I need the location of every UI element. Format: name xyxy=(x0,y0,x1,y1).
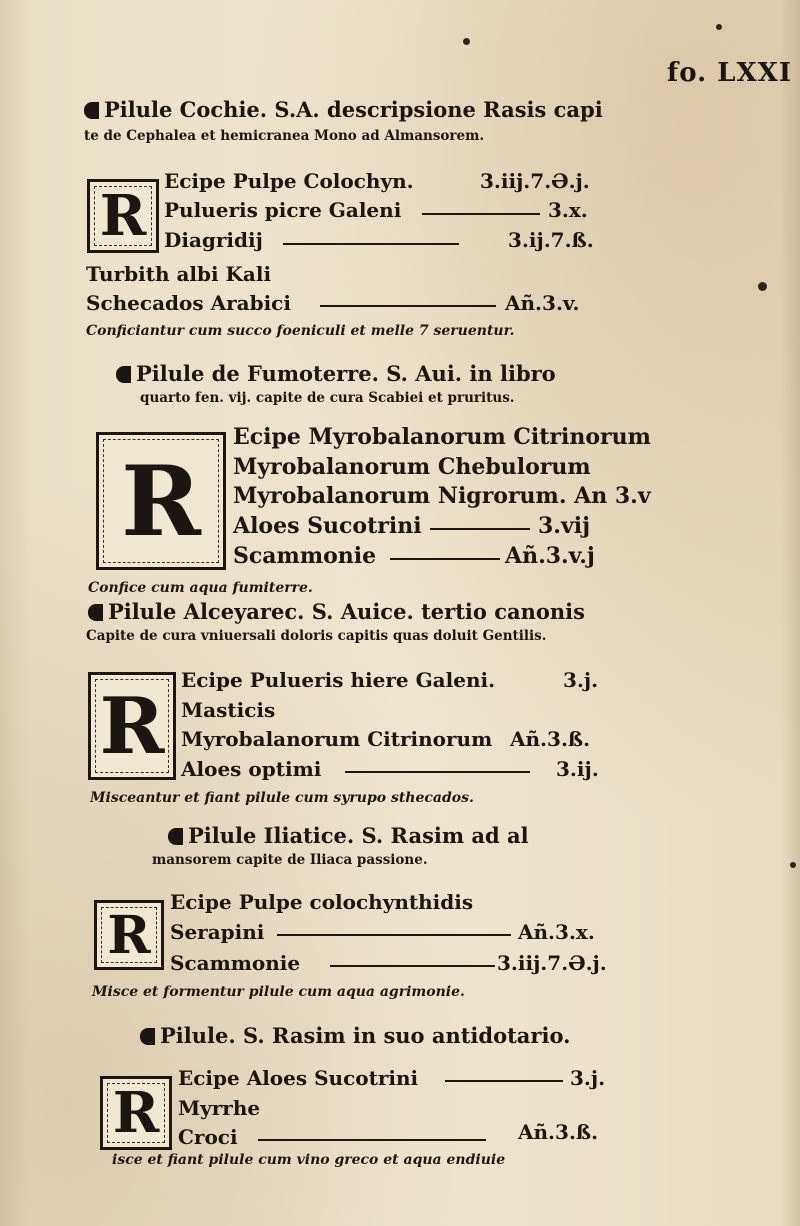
decorated-initial: R xyxy=(100,1076,172,1150)
recipe-note: Misceantur et fiant pilule cum syrupo sthecados. xyxy=(90,790,474,806)
recipe-quantity: 3.iij.7.Ə.j. xyxy=(497,951,607,975)
section-heading: Pilule Iliatice. S. Rasim ad al xyxy=(168,824,529,848)
recipe-quantity: 3.ij. xyxy=(556,757,599,781)
section-heading: Pilule Cochie. S.A. descripsione Rasis capi xyxy=(84,98,603,122)
recipe-note: Conficiantur cum succo foeniculi et melle 7 seruentur. xyxy=(86,323,515,339)
pilcrow-icon xyxy=(88,604,103,621)
section-subheading: mansorem capite de Iliaca passione. xyxy=(152,852,428,868)
recipe-line: Ecipe Pulpe colochynthidis xyxy=(170,890,474,914)
recipe-line: Aloes optimi xyxy=(181,757,322,781)
recipe-line: Myrobalanorum Chebulorum xyxy=(233,454,591,480)
recipe-line: Scammonie xyxy=(233,543,377,569)
section-heading: Pilule Alceyarec. S. Auice. tertio canonis xyxy=(88,600,585,624)
recipe-line: Croci xyxy=(178,1125,238,1149)
recipe-line: Myrrhe xyxy=(178,1096,261,1120)
leader-dash xyxy=(345,771,530,773)
recipe-line: Masticis xyxy=(181,698,276,722)
recipe-line: Ecipe Myrobalanorum Citrinorum xyxy=(233,424,651,450)
leader-dash xyxy=(422,213,540,215)
recipe-line: Pulueris picre Galeni xyxy=(164,198,402,222)
section-heading: Pilule. S. Rasim in suo antidotario. xyxy=(140,1024,570,1048)
recipe-line: Ecipe Pulpe Colochyn. xyxy=(164,169,414,193)
ink-spot xyxy=(716,24,722,30)
recipe-line: Ecipe Aloes Sucotrini xyxy=(178,1066,419,1090)
section-subheading: quarto fen. vij. capite de cura Scabiei et pruritus. xyxy=(140,390,515,406)
folio-number: fo. LXXI xyxy=(667,58,792,88)
recipe-note: Confice cum aqua fumiterre. xyxy=(88,580,313,596)
recipe-quantity: 3.j. xyxy=(563,668,599,692)
leader-dash xyxy=(445,1080,563,1082)
decorated-initial: R xyxy=(87,179,159,253)
recipe-quantity: 3.ij.7.ß. xyxy=(508,228,594,252)
leader-dash xyxy=(277,934,511,936)
recipe-quantity: Añ.3.x. xyxy=(518,920,595,944)
recipe-quantity: Añ.3.v. xyxy=(505,291,580,315)
recipe-line: Aloes Sucotrini xyxy=(233,513,422,539)
pilcrow-icon xyxy=(168,828,183,845)
recipe-line: Turbith albi Kali xyxy=(86,262,272,286)
ink-spot xyxy=(790,862,796,868)
recipe-line: Scammonie xyxy=(170,951,301,975)
recipe-note: Misce et formentur pilule cum aqua agrimonie. xyxy=(92,984,465,1000)
recipe-quantity: Añ.3.ß. xyxy=(518,1120,599,1144)
pilcrow-icon xyxy=(116,366,131,383)
leader-dash xyxy=(283,243,459,245)
recipe-line: Schecados Arabici xyxy=(86,291,291,315)
ink-spot xyxy=(758,282,767,291)
recipe-quantity: 3.iij.7.Ə.j. xyxy=(480,169,590,193)
recipe-quantity: 3.vij xyxy=(538,513,591,539)
leader-dash xyxy=(430,528,530,530)
leader-dash xyxy=(320,305,496,307)
pilcrow-icon xyxy=(84,102,99,119)
recipe-quantity: 3.x. xyxy=(548,198,588,222)
recipe-line: Serapini xyxy=(170,920,265,944)
recipe-quantity: Añ.3.v.j xyxy=(505,543,595,569)
ink-spot xyxy=(463,38,470,45)
leader-dash xyxy=(390,558,500,560)
decorated-initial: R xyxy=(88,672,176,780)
recipe-quantity: 3.j. xyxy=(570,1066,606,1090)
pilcrow-icon xyxy=(140,1028,155,1045)
leader-dash xyxy=(258,1139,486,1141)
recipe-line: Myrobalanorum Citrinorum xyxy=(181,727,493,751)
recipe-line: Ecipe Pulueris hiere Galeni. xyxy=(181,668,496,692)
leader-dash xyxy=(330,965,495,967)
recipe-note: isce et fiant pilule cum vino greco et aqua endiuie xyxy=(112,1152,506,1168)
section-heading: Pilule de Fumoterre. S. Aui. in libro xyxy=(116,362,556,386)
recipe-line: Myrobalanorum Nigrorum. An 3.v xyxy=(233,483,651,509)
decorated-initial: R xyxy=(94,900,164,970)
section-subheading: te de Cephalea et hemicranea Mono ad Almansorem. xyxy=(84,128,485,144)
recipe-quantity: Añ.3.ß. xyxy=(510,727,591,751)
section-subheading: Capite de cura vniuersali doloris capitis quas doluit Gentilis. xyxy=(86,628,547,644)
figured-initial: R xyxy=(96,432,226,570)
recipe-line: Diagridij xyxy=(164,228,263,252)
